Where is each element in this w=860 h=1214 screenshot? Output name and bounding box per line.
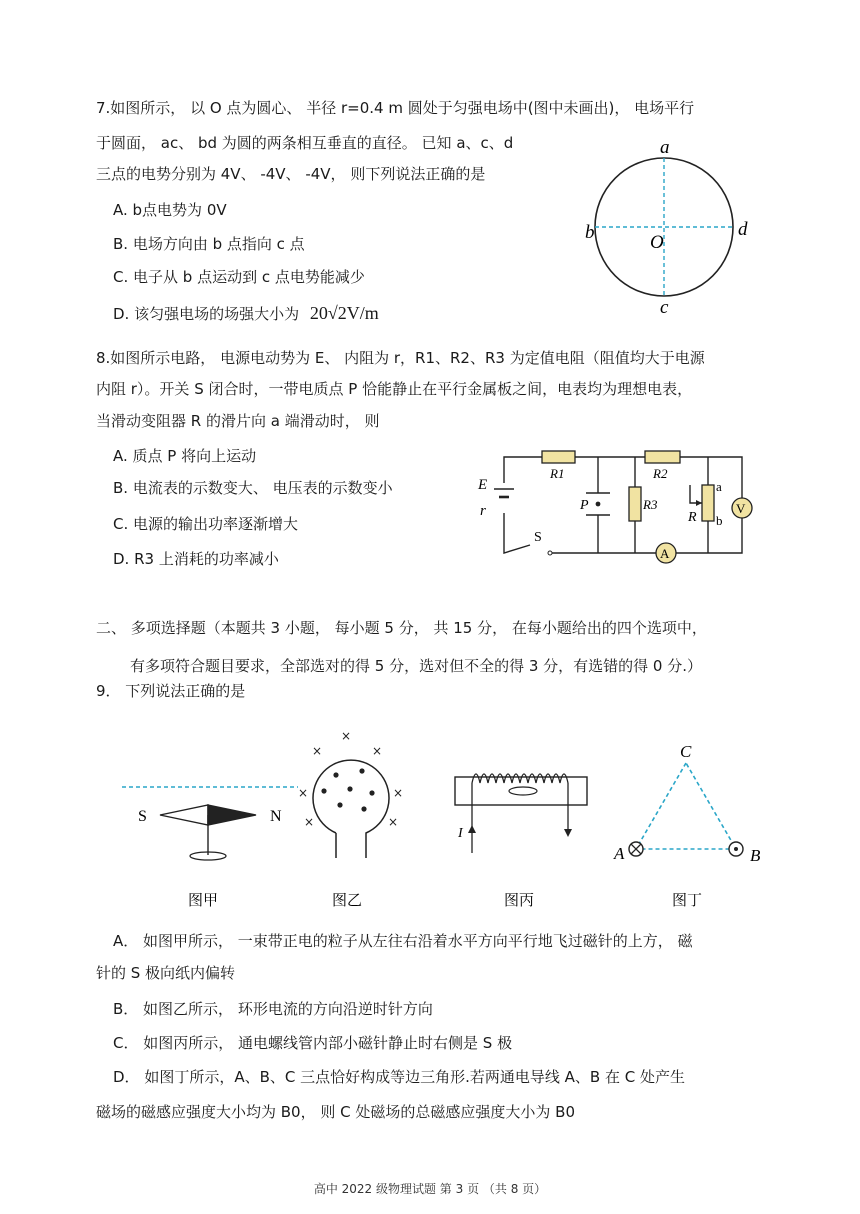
label-rheostat: R xyxy=(688,510,697,525)
figure-bing xyxy=(455,774,587,853)
svg-text:×: × xyxy=(312,744,323,758)
q9-option-b: B． 如图乙所示， 环形电流的方向沿逆时针方向 xyxy=(113,1000,433,1018)
q8-option-c: C. 电源的输出功率逐渐增大 xyxy=(113,515,299,533)
slider-arrow-icon xyxy=(696,500,702,506)
caption-yi: 图乙 xyxy=(332,891,363,909)
circle xyxy=(595,158,733,296)
q9-option-c: C． 如图丙所示， 通电螺线管内部小磁针静止时右侧是 S 极 xyxy=(113,1034,513,1052)
svg-text:×: × xyxy=(388,815,399,829)
q7-stem-line2: 于圆面， ac、 bd 为圆的两条相互垂直的直径。 已知 a、c、d xyxy=(96,134,514,152)
label-o: O xyxy=(650,232,664,253)
label-b: b xyxy=(585,222,595,243)
current-in-arrow-icon xyxy=(468,825,476,833)
q9-option-d-line2: 磁场的磁感应强度大小均为 B0， 则 C 处磁场的总磁感应强度大小为 B0 xyxy=(96,1103,575,1121)
label-c: c xyxy=(660,297,669,315)
q8-stem-line1: 8.如图所示电路， 电源电动势为 E、 内阻为 r，R1、R2、R3 为定值电阻（阻值均大于电源 xyxy=(96,349,705,367)
q7-option-d-value: 20√2V/m xyxy=(309,303,379,323)
label-r3: R3 xyxy=(643,497,658,512)
q8-option-d: D. R3 上消耗的功率减小 xyxy=(113,550,279,568)
resistor-r1 xyxy=(542,451,575,463)
q8-option-a: A. 质点 P 将向上运动 xyxy=(113,447,257,465)
label-r-internal: r xyxy=(480,503,486,519)
label-d: d xyxy=(738,219,748,240)
label-s-pole: S xyxy=(138,808,147,825)
caption-ding: 图丁 xyxy=(672,891,703,909)
q8-stem-line2: 内阻 r）。开关 S 闭合时，一带电质点 P 恰能静止在平行金属板之间，电表均为理想电表， xyxy=(96,380,693,398)
label-n-pole: N xyxy=(270,808,282,825)
label-b-vertex: B xyxy=(750,846,761,865)
caption-bing: 图丙 xyxy=(504,891,535,909)
label-s: S xyxy=(534,530,542,545)
q7-circle-figure xyxy=(580,135,760,315)
q7-option-a: A. b点电势为 0V xyxy=(113,201,227,219)
label-current-i: I xyxy=(458,826,463,841)
particle-p xyxy=(596,502,601,507)
figure-ding xyxy=(613,742,761,865)
section2-heading-line2: 有多项符合题目要求，全部选对的得 5 分，选对但不全的得 3 分，有选错的得 0 分.） xyxy=(130,657,703,675)
label-p: P xyxy=(580,498,589,513)
page-footer: 高中 2022 级物理试题 第 3 页 （共 8 页） xyxy=(313,1182,547,1196)
q7-option-c: C. 电子从 b 点运动到 c 点电势能减少 xyxy=(113,268,365,286)
switch-contact xyxy=(548,551,552,555)
section2-heading-line1: 二、 多项选择题（本题共 3 小题， 每小题 5 分， 共 15 分， 在每小题给出的四个选项中， xyxy=(96,619,707,637)
svg-text:×: × xyxy=(341,729,352,743)
q7-stem-line1: 7.如图所示， 以 O 点为圆心、 半径 r=0.4 m 圆处于匀强电场中(图中未画出)， 电场平行 xyxy=(96,99,695,117)
q7-stem-line3: 三点的电势分别为 4V、 -4V、 -4V， 则下列说法正确的是 xyxy=(96,165,486,183)
label-r1: R1 xyxy=(550,466,565,481)
label-a: a xyxy=(660,137,670,158)
current-out-arrow-icon xyxy=(564,829,572,837)
figure-yi xyxy=(298,729,403,858)
small-needle xyxy=(509,787,537,795)
q8-circuit-figure xyxy=(470,445,770,575)
ammeter-label: A xyxy=(660,546,670,561)
rheostat-r xyxy=(702,485,714,521)
resistor-r2 xyxy=(645,451,680,463)
label-r2: R2 xyxy=(653,466,668,481)
resistor-r3 xyxy=(629,487,641,521)
label-a-vertex: A xyxy=(614,844,625,863)
label-terminal-a: a xyxy=(716,479,722,494)
q9-option-a-line1: A． 如图甲所示， 一束带正电的粒子从左往右沿着水平方向平行地飞过磁针的上方， 磁 xyxy=(113,932,693,950)
q9-option-d-line1: D． 如图丁所示，A、B、C 三点恰好构成等边三角形.若两通电导线 A、B 在 C 处产生 xyxy=(113,1068,685,1086)
label-c-vertex: C xyxy=(680,742,692,761)
q9-stem: 9． 下列说法正确的是 xyxy=(96,682,246,700)
caption-jia: 图甲 xyxy=(188,891,219,909)
q7-option-b: B. 电场方向由 b 点指向 c 点 xyxy=(113,235,305,253)
svg-text:×: × xyxy=(298,786,309,800)
q7-option-d xyxy=(113,302,379,325)
q8-stem-line3: 当滑动变阻器 R 的滑片向 a 端滑动时， 则 xyxy=(96,412,380,430)
svg-text:×: × xyxy=(393,786,404,800)
svg-text:×: × xyxy=(372,744,383,758)
q8-option-b: B. 电流表的示数变大、 电压表的示数变小 xyxy=(113,479,393,497)
figure-jia xyxy=(122,787,298,860)
q9-option-a-line2: 针的 S 极向纸内偏转 xyxy=(96,964,236,982)
label-terminal-b: b xyxy=(716,513,723,528)
svg-text:×: × xyxy=(304,815,315,829)
label-e: E xyxy=(478,477,488,493)
q7-option-d-text: D. 该匀强电场的场强大小为 xyxy=(113,305,300,323)
voltmeter-label: V xyxy=(736,501,746,516)
q9-figures xyxy=(110,725,790,920)
